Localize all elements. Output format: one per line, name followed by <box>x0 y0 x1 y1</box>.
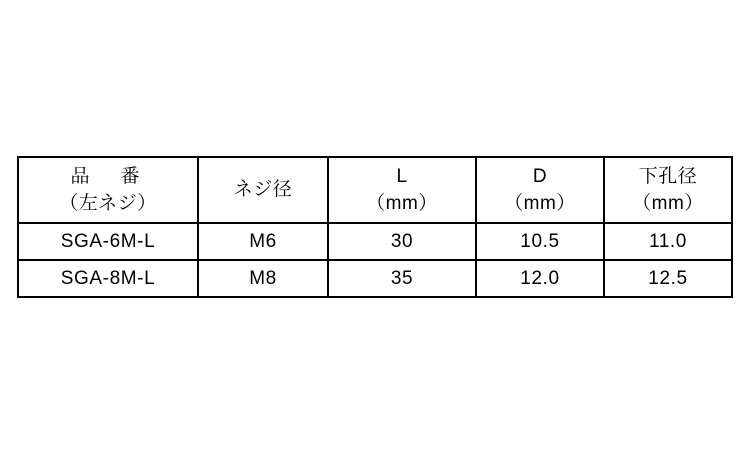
column-header-part-number-line2: （左ネジ） <box>59 192 157 214</box>
cell-pilot-hole-diameter: 12.5 <box>604 260 732 297</box>
product-spec-table <box>17 156 733 298</box>
column-header-pilot-hole-diameter <box>604 157 732 223</box>
cell-pilot-hole-diameter: 11.0 <box>604 223 732 260</box>
cell-length: 35 <box>328 260 476 297</box>
table-header-row <box>18 157 732 223</box>
cell-thread-diameter: M6 <box>198 223 328 260</box>
column-header-thread-diameter-line1: ネジ径 <box>233 179 293 201</box>
column-header-outer-diameter-line2: （mm） <box>504 192 576 214</box>
column-header-thread-diameter <box>198 157 328 223</box>
cell-part-number: SGA-6M-L <box>18 223 198 260</box>
cell-length: 30 <box>328 223 476 260</box>
cell-outer-diameter: 10.5 <box>476 223 604 260</box>
column-header-length-line1: L <box>396 165 408 187</box>
cell-part-number: SGA-8M-L <box>18 260 198 297</box>
table-row <box>18 223 732 260</box>
cell-outer-diameter: 12.0 <box>476 260 604 297</box>
column-header-part-number <box>18 157 198 223</box>
column-header-length <box>328 157 476 223</box>
column-header-pilot-hole-diameter-line1: 下孔径 <box>638 165 698 187</box>
table-row <box>18 260 732 297</box>
column-header-length-line2: （mm） <box>366 192 438 214</box>
column-header-outer-diameter-line1: D <box>532 165 548 187</box>
column-header-part-number-line1: 品 番 <box>70 165 146 187</box>
column-header-outer-diameter <box>476 157 604 223</box>
cell-thread-diameter: M8 <box>198 260 328 297</box>
column-header-pilot-hole-diameter-line2: （mm） <box>632 192 704 214</box>
